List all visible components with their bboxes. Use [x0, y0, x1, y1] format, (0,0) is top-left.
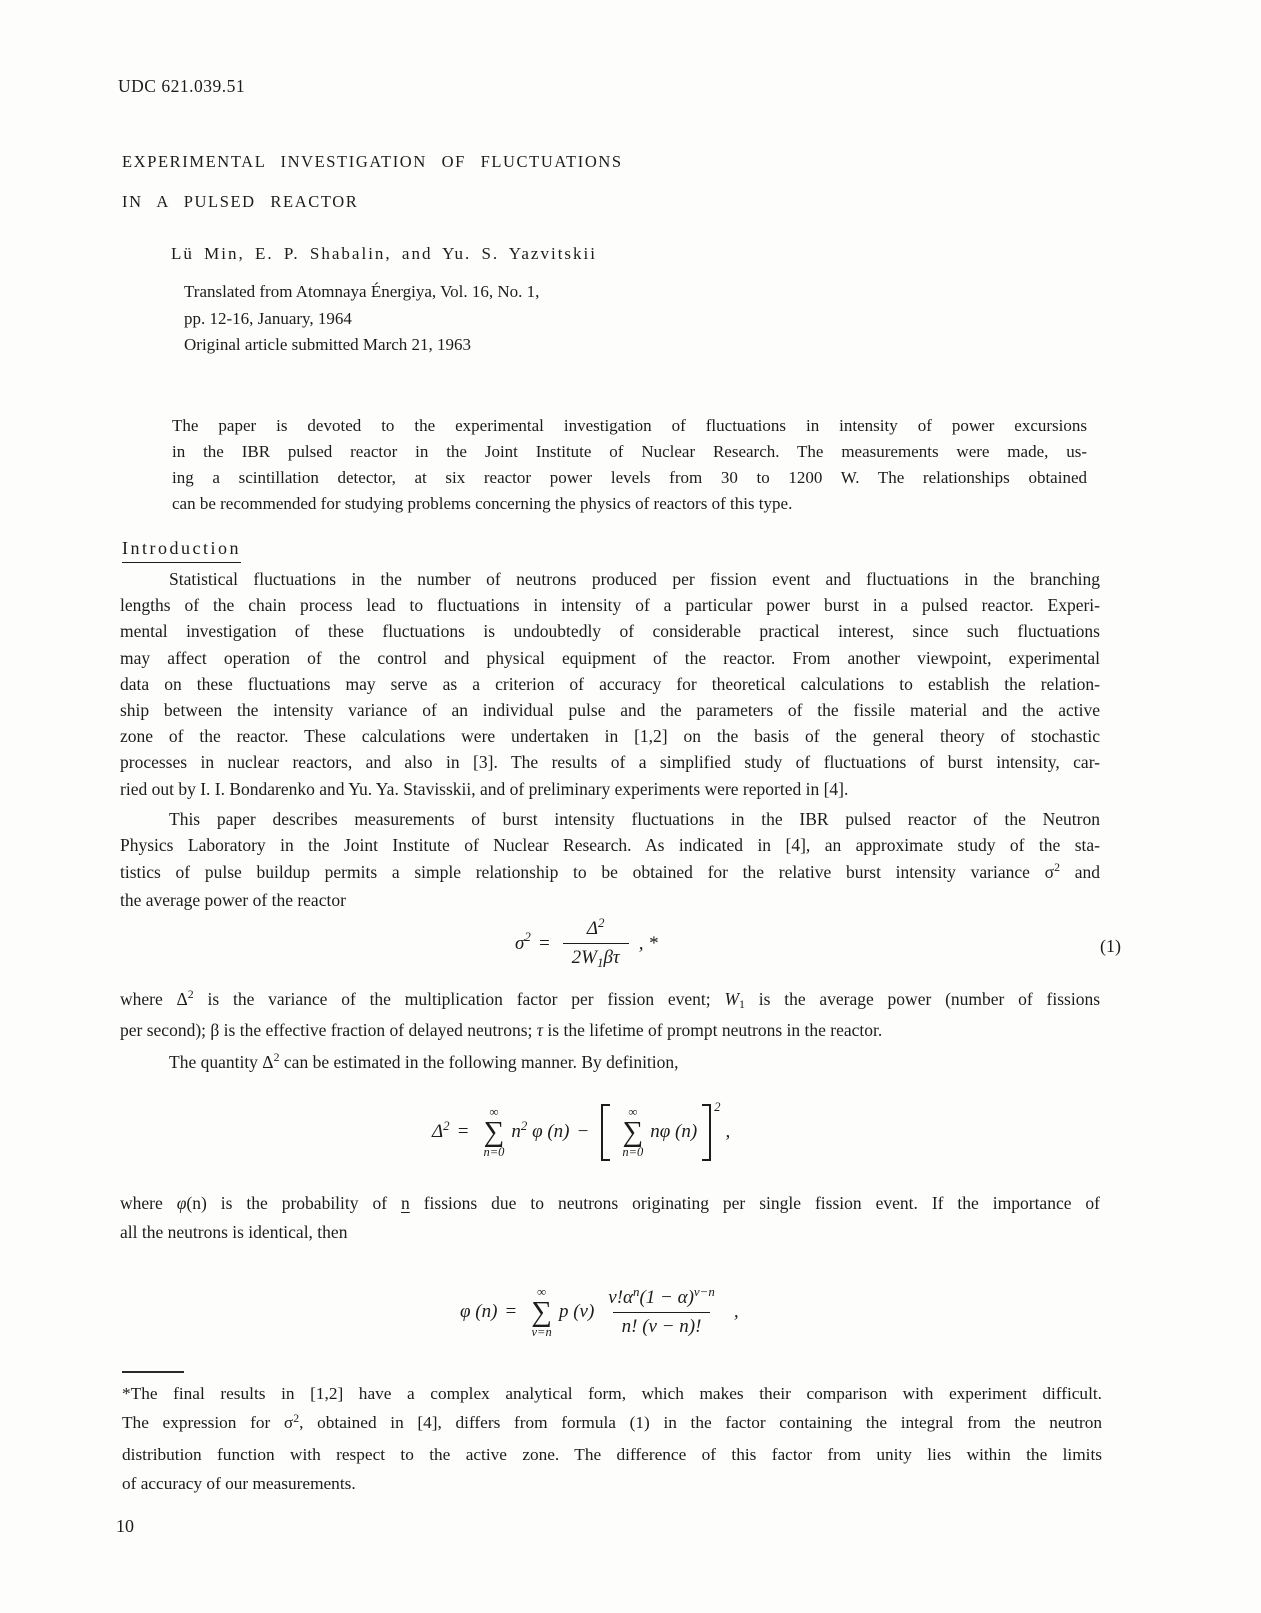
equation-2 [432, 1100, 731, 1161]
equation-1-number: (1) [1100, 936, 1121, 956]
text-line: where $\Delta^2$ is the variance of the multiplication factor per fission event; $W_1$ is the average power (number of fissions [120, 987, 1100, 1012]
eq3-fraction [599, 1283, 724, 1338]
text-line: Original article submitted March 21, 1963 [184, 335, 472, 354]
page-number: 10 [116, 1516, 134, 1536]
text-line: zone of the reactor. These calculations were undertaken in [1,2] on the basis of the general theory of stochastic [120, 726, 1100, 747]
sigma-operator: ∑ [531, 1295, 552, 1328]
equals-sign: = [504, 1301, 518, 1323]
equation-3 [460, 1283, 739, 1340]
sum-lower-limit: n=0 [483, 1145, 505, 1160]
text-line: pp. 12-16, January, 1964 [184, 308, 352, 328]
introduction-paragraph-2 [120, 806, 1100, 913]
text-line: where φ(n) is the probability of n fissions due to neutrons originating per single fission event. If the importance of [120, 1193, 1101, 1213]
sum-lower-limit: ν=n [531, 1325, 552, 1340]
minus-sign: − [576, 1121, 590, 1143]
text-line: mental investigation of these fluctuations is undoubtedly of considerable practical interest, since such fluctuations [120, 621, 1100, 642]
text-line: tistics of pulse buildup permits a simple relationship to be obtained for the relative burst intensity variance $\sigma^2$ and [120, 860, 1100, 882]
text-line: Statistical fluctuations in the number of neutrons produced per fission event and fluctuations in the branching [169, 569, 1100, 589]
text-line: The quantity $\Delta^2$ can be estimated in the following manner. By definition, [169, 1050, 679, 1072]
right-bracket [702, 1104, 711, 1161]
infinity-symbol: ∞ [537, 1285, 547, 1299]
article-title-line-1: EXPERIMENTAL INVESTIGATION OF FLUCTUATIONS [122, 152, 623, 171]
eq2-term-1: $n^2$ φ (n) [511, 1118, 570, 1143]
sigma-operator: ∑ [483, 1115, 505, 1148]
summation-2 [622, 1106, 643, 1159]
eq3-denominator: n! (ν − n)! [613, 1312, 711, 1338]
text-line: of accuracy of our measurements. [122, 1473, 356, 1493]
quantity-paragraph [120, 1049, 1100, 1077]
text-line: Physics Laboratory in the Joint Institute of Nuclear Research. As indicated in [4], an approximate study of the sta- [120, 835, 1100, 856]
eq1-trailing: , * [638, 932, 658, 954]
text-line: ing a scintillation detector, at six reactor power levels from 30 to 1200 W. The relationships obtained [172, 468, 1087, 487]
eq1-lhs: $\sigma^2$ [515, 929, 531, 954]
eq3-numerator: $\nu!\alpha^n(1 - \alpha)^{\nu-n}$ [608, 1283, 715, 1308]
text-line: in the IBR pulsed reactor in the Joint Institute of Nuclear Research. The measurements were made, us- [172, 442, 1087, 461]
summation-1 [483, 1106, 504, 1159]
eq2-term-2: nφ (n) [650, 1121, 698, 1143]
infinity-symbol: ∞ [489, 1105, 499, 1119]
text-line: per second); β is the effective fraction of delayed neutrons; τ is the lifetime of prompt neutrons in the reactor. [120, 1019, 883, 1040]
section-heading-introduction: Introduction [122, 538, 241, 563]
infinity-symbol: ∞ [628, 1105, 638, 1119]
bracketed-summation [601, 1100, 721, 1161]
left-bracket [601, 1104, 610, 1161]
eq1-denominator: $2W_1\beta\tau$ [563, 943, 629, 969]
text-line: Translated from Atomnaya Énergiya, Vol. 16, No. 1, [184, 282, 540, 301]
text-line: *The final results in [1,2] have a complex analytical form, which makes their comparison with experiment difficult. [122, 1384, 1102, 1403]
text-line: data on these fluctuations may serve as a criterion of accuracy for theoretical calculations to establish the relation- [120, 673, 1100, 694]
text-line: all the neutrons is identical, then [120, 1222, 348, 1242]
sigma-operator: ∑ [622, 1115, 644, 1148]
text-line: processes in nuclear reactors, and also in [3]. The results of a simplified study of fluctuations of burst intensity, car- [120, 752, 1100, 773]
equals-sign: = [456, 1121, 470, 1143]
bracket-content [610, 1104, 702, 1161]
text-line: This paper describes measurements of burst intensity fluctuations in the IBR pulsed reactor of the Neutron [169, 809, 1100, 829]
text-line: distribution function with respect to the active zone. The difference of this factor from unity lies within the limits [122, 1444, 1102, 1464]
eq2-lhs: $\Delta^2$ [432, 1118, 450, 1143]
phi-definition-paragraph [120, 1189, 1100, 1247]
text-line: ried out by I. I. Bondarenko and Yu. Ya. Stavisskii, and of preliminary experiments were reported in [4]. [120, 778, 849, 799]
footnote-separator [122, 1371, 184, 1373]
eq1-numerator: $\Delta^2$ [586, 914, 605, 939]
source-note [184, 279, 539, 359]
udc-number: UDC 621.039.51 [118, 76, 246, 96]
sum-lower-limit: n=0 [622, 1145, 644, 1160]
summation [531, 1286, 552, 1339]
eq1-fraction [563, 914, 629, 970]
text-line: lengths of the chain process lead to fluctuations in intensity of a particular power burst in a pulsed reactor. Experi- [120, 595, 1100, 616]
text-line: The paper is devoted to the experimental investigation of fluctuations in intensity of power excursions [172, 416, 1087, 435]
bracket-exponent: 2 [714, 1100, 721, 1114]
equals-sign: = [537, 932, 551, 954]
eq3-trailing: , [733, 1301, 739, 1323]
text-line: the average power of the reactor [120, 889, 346, 910]
text-line: can be recommended for studying problems concerning the physics of reactors of this type. [172, 494, 793, 513]
text-line: may affect operation of the control and physical equipment of the reactor. From another viewpoint, experimental [120, 647, 1100, 668]
footnote [122, 1379, 1102, 1498]
text-line: ship between the intensity variance of an individual pulse and the parameters of the fissile material and the active [120, 700, 1100, 721]
abstract [172, 413, 1087, 517]
article-title-line-2: IN A PULSED REACTOR [122, 192, 359, 211]
eq3-lhs: φ (n) [460, 1301, 498, 1323]
definition-paragraph [120, 985, 1100, 1044]
equation-1 [515, 914, 658, 970]
eq2-trailing: , [725, 1121, 731, 1143]
introduction-paragraph-1 [120, 566, 1100, 802]
text-line: The expression for $\sigma^2$, obtained in [4], differs from formula (1) in the factor containing the integral from the neutron [122, 1411, 1102, 1433]
authors-line: Lü Min, E. P. Shabalin, and Yu. S. Yazvitskii [171, 244, 597, 263]
eq3-pv-term: p (ν) [558, 1301, 595, 1323]
